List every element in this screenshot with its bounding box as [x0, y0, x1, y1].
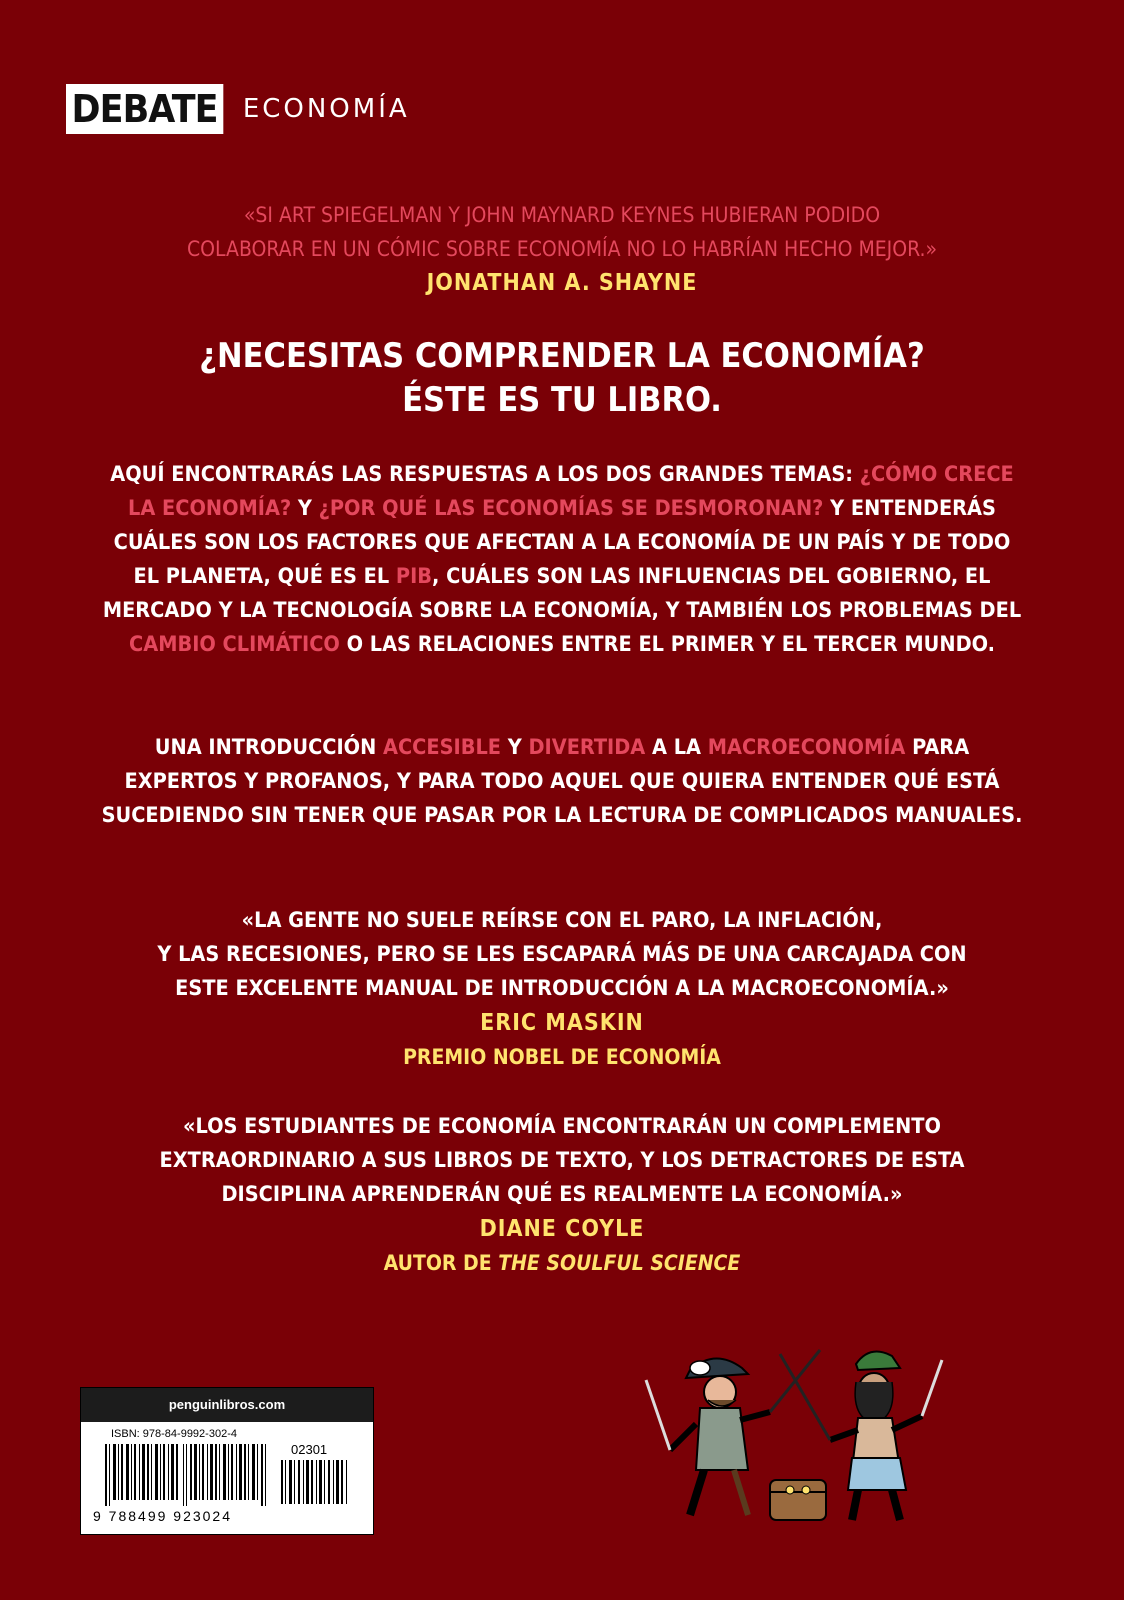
- quote-2-author: ERIC MASKIN: [480, 1010, 644, 1036]
- quote-3-line-3: DISCIPLINA APRENDERÁN QUÉ ES REALMENTE LA ECONOMÍA.»: [221, 1182, 903, 1207]
- para2-text-c: Y: [507, 735, 522, 760]
- quote-3-award-prefix: AUTOR DE: [383, 1251, 492, 1275]
- para1-highlight-collapse: ¿POR QUÉ LAS ECONOMÍAS SE DESMORONAN?: [318, 496, 824, 521]
- addon-code: 02301: [291, 1442, 328, 1457]
- logo-collection: ECONOMÍA: [242, 94, 410, 124]
- headline: [100, 334, 1024, 422]
- quote-2-line-1: «LA GENTE NO SUELE REÍRSE CON EL PARO, LA INFLACIÓN,: [241, 908, 883, 933]
- quote-3: [100, 1110, 1024, 1280]
- para1-text-g: , CUÁLES SON LAS INFLUENCIAS DEL GOBIERNO, EL MERCADO Y LA TECNOLOGÍA SOBRE LA ECONOMÍA, Y TAMBIÉN LOS PROBLEMAS DEL: [102, 564, 1022, 623]
- intro-paragraph: [100, 731, 1024, 833]
- quote-3-author: DIANE COYLE: [479, 1216, 645, 1242]
- logo-brand: DEBATE: [66, 84, 223, 134]
- quote-1-author: JONATHAN A. SHAYNE: [426, 270, 698, 296]
- quote-3-award: [100, 1246, 1024, 1280]
- para2-text-g: PARA EXPERTOS Y PROFANOS, Y PARA TODO AQUEL QUE QUIERA ENTENDER QUÉ ESTÁ SUCEDIENDO SIN TENER QUE PASAR POR LA LECTURA DE COMPLICADOS MANUALES.: [101, 735, 1023, 828]
- para1-highlight-pib: PIB: [395, 564, 432, 589]
- quote-2-line-2: Y LAS RECESIONES, PERO SE LES ESCAPARÁ MÁS DE UNA CARCAJADA CON: [157, 942, 967, 967]
- isbn-text: ISBN: 978-84-9992-302-4: [111, 1428, 237, 1440]
- publisher-logo: [66, 84, 410, 134]
- headline-line-2: ÉSTE ES TU LIBRO.: [402, 380, 722, 420]
- para1-text-a: AQUÍ ENCONTRARÁS LAS RESPUESTAS A LOS DOS GRANDES TEMAS:: [110, 462, 853, 487]
- pirates-illustration: [630, 1340, 970, 1530]
- barcode-label: [80, 1387, 374, 1535]
- description-paragraph: [100, 458, 1024, 662]
- para2-highlight-accessible: ACCESIBLE: [383, 735, 501, 760]
- treasure-chest-icon: [770, 1480, 826, 1520]
- quote-1: [100, 198, 1024, 300]
- para2-highlight-fun: DIVERTIDA: [528, 735, 646, 760]
- para2-highlight-macro: MACROECONOMÍA: [707, 735, 906, 760]
- headline-line-1: ¿NECESITAS COMPRENDER LA ECONOMÍA?: [199, 336, 925, 376]
- para1-highlight-climate: CAMBIO CLIMÁTICO: [129, 632, 340, 657]
- addon-barcode-icon: [281, 1460, 351, 1504]
- barcode-number: 9 788499 923024: [93, 1508, 232, 1524]
- para1-highlight-growth: ¿CÓMO CRECE LA ECONOMÍA?: [128, 462, 1014, 521]
- quote-2-award: PREMIO NOBEL DE ECONOMÍA: [403, 1045, 721, 1069]
- barcode-icon: [105, 1444, 275, 1506]
- para1-text-c: Y: [297, 496, 312, 521]
- quote-2-line-3: ESTE EXCELENTE MANUAL DE INTRODUCCIÓN A LA MACROECONOMÍA.»: [175, 976, 949, 1001]
- quote-1-line-2: COLABORAR EN UN CÓMIC SOBRE ECONOMÍA NO LO HABRÍAN HECHO MEJOR.»: [186, 237, 938, 261]
- quote-3-award-title: THE SOULFUL SCIENCE: [498, 1251, 741, 1275]
- quote-3-line-2: EXTRAORDINARIO A SUS LIBROS DE TEXTO, Y LOS DETRACTORES DE ESTA: [159, 1148, 965, 1173]
- para1-text-i: O LAS RELACIONES ENTRE EL PRIMER Y EL TERCER MUNDO.: [346, 632, 995, 657]
- quote-1-line-1: «SI ART SPIEGELMAN Y JOHN MAYNARD KEYNES HUBIERAN PODIDO: [243, 203, 881, 227]
- para2-text-e: A LA: [652, 735, 702, 760]
- quote-2: [100, 904, 1024, 1074]
- publisher-website: penguinlibros.com: [81, 1388, 373, 1422]
- para2-text-a: UNA INTRODUCCIÓN: [154, 735, 377, 760]
- para1-text-e: Y ENTENDERÁS CUÁLES SON LOS FACTORES QUE AFECTAN A LA ECONOMÍA DE UN PAÍS Y DE TODO EL PLANETA, QUÉ ES EL: [113, 496, 1011, 589]
- quote-3-line-1: «LOS ESTUDIANTES DE ECONOMÍA ENCONTRARÁN UN COMPLEMENTO: [183, 1114, 941, 1139]
